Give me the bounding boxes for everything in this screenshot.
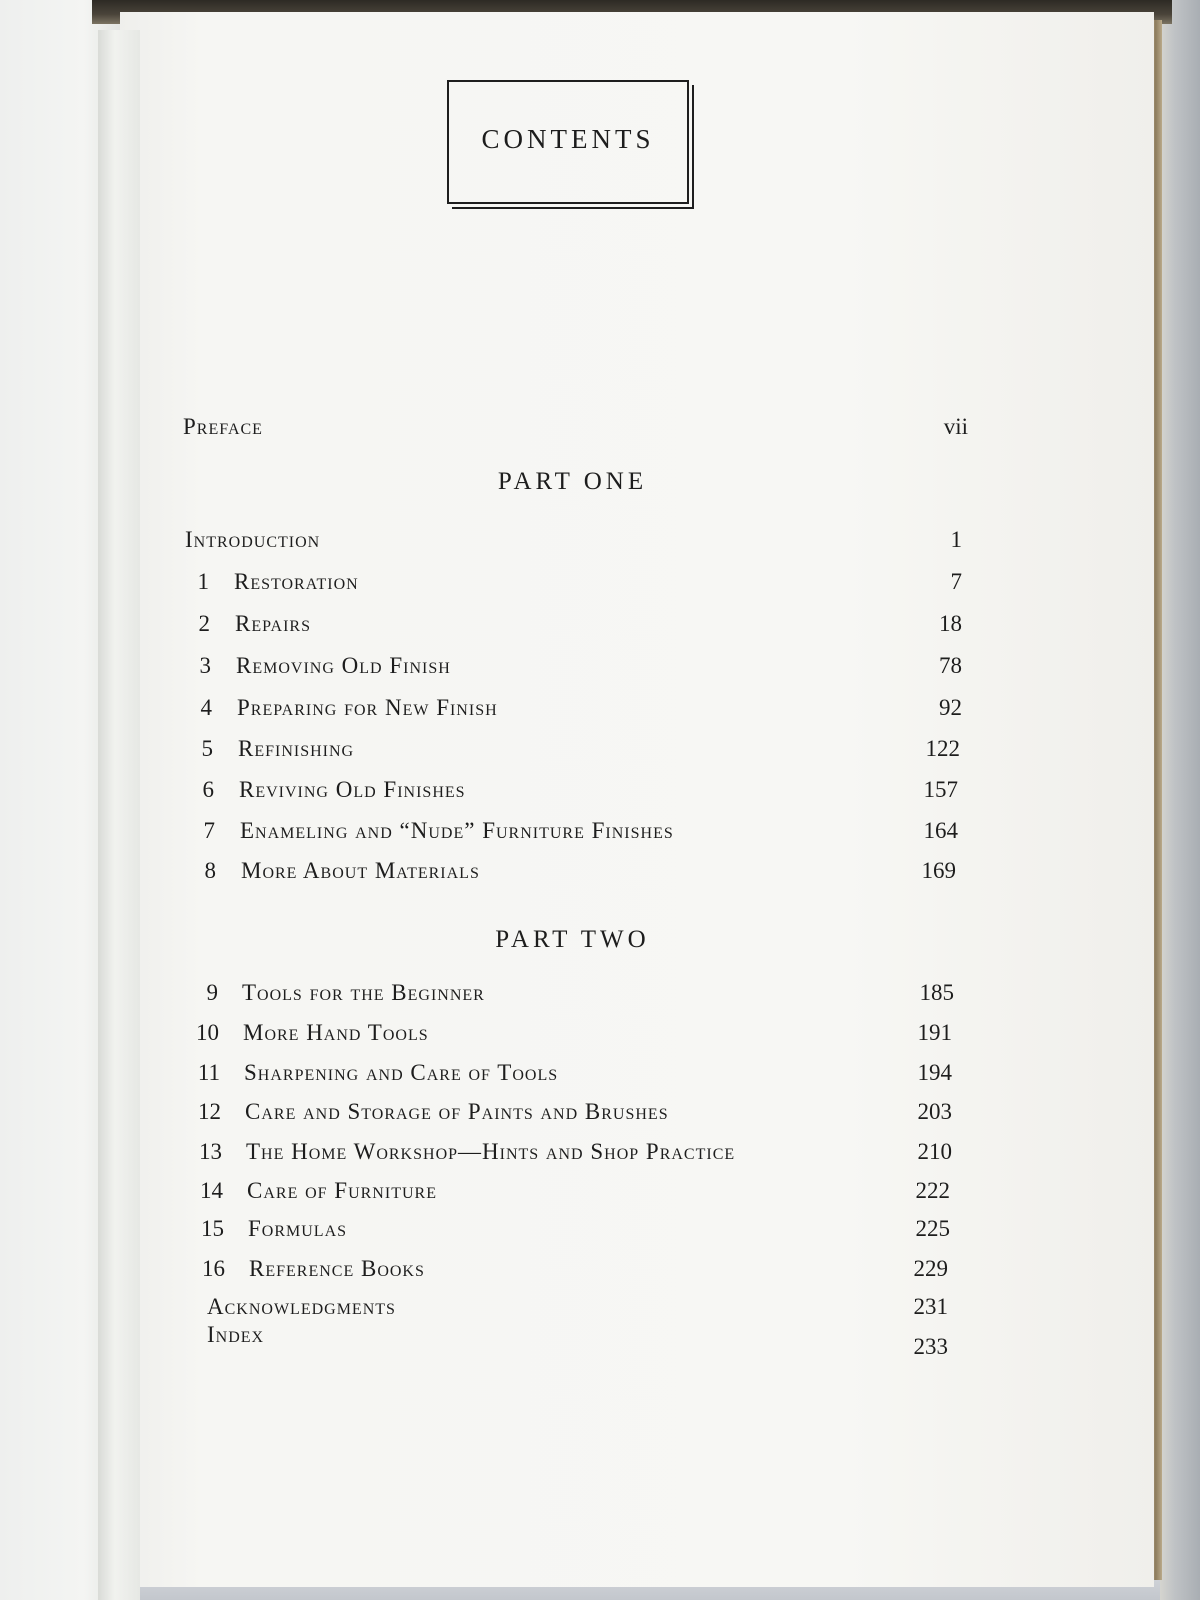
toc-entry-label: Introduction [185, 527, 321, 552]
chapter-number: 7 [203, 818, 215, 843]
chapter-page: 7 [950, 569, 962, 594]
chapter-number: 10 [196, 1020, 219, 1045]
chapter-page: 92 [939, 695, 962, 720]
chapter-title: More About Materials [241, 858, 480, 883]
chapter-page: 229 [913, 1256, 948, 1281]
chapter-page: 191 [917, 1020, 952, 1045]
title-frame [447, 80, 689, 204]
toc-entry-label: Preface [183, 414, 263, 439]
toc-entry-chapter [0, 1216, 1200, 1250]
chapter-title: Refinishing [238, 736, 355, 761]
chapter-title: The Home Workshop—Hints and Shop Practice [246, 1139, 736, 1164]
chapter-title: Formulas [248, 1216, 348, 1241]
toc-entry-chapter [0, 736, 1200, 770]
chapter-page: 157 [923, 777, 958, 802]
toc-entry-chapter [0, 777, 1200, 811]
chapter-title: Preparing for New Finish [237, 695, 498, 720]
chapter-number: 4 [200, 695, 212, 720]
chapter-title: More Hand Tools [243, 1020, 429, 1045]
chapter-number: 6 [202, 777, 214, 802]
chapter-page: 169 [921, 858, 956, 883]
chapter-number: 2 [198, 611, 210, 636]
chapter-title: Removing Old Finish [236, 653, 451, 678]
chapter-number: 3 [199, 653, 211, 678]
chapter-title: Enameling and “Nude” Furniture Finishes [240, 818, 674, 843]
toc-entry-chapter [0, 569, 1200, 603]
toc-entry-chapter [0, 980, 1200, 1014]
chapter-number: 1 [197, 569, 209, 594]
chapter-title: Reference Books [249, 1256, 425, 1281]
chapter-page: 203 [917, 1099, 952, 1124]
chapter-number: 16 [202, 1256, 225, 1281]
book-gutter [98, 30, 140, 1600]
chapter-title: Restoration [234, 569, 359, 594]
part-one-heading: PART ONE [497, 468, 648, 495]
chapter-page: 78 [939, 653, 962, 678]
chapter-page: 18 [939, 611, 962, 636]
toc-entry-page: 1 [950, 527, 962, 552]
toc-entry-page: vii [943, 414, 968, 439]
toc-entry-preface [0, 414, 1200, 448]
toc-entry-chapter [0, 858, 1200, 892]
chapter-number: 12 [198, 1099, 221, 1124]
toc-entry-chapter [0, 695, 1200, 729]
toc-entry-introduction [0, 527, 1200, 561]
chapter-page: 122 [925, 736, 960, 761]
toc-entry-chapter [0, 1178, 1200, 1212]
chapter-number: 8 [204, 858, 216, 883]
toc-entry-chapter [0, 1256, 1200, 1290]
chapter-number: 11 [197, 1060, 220, 1085]
toc-entry-page: 231 [913, 1294, 948, 1319]
toc-entry-chapter [0, 1060, 1200, 1094]
toc-entry-index [0, 1322, 1200, 1359]
chapter-page: 210 [917, 1139, 952, 1164]
chapter-number: 9 [206, 980, 218, 1005]
part-two-heading: PART TWO [495, 926, 650, 953]
chapter-title: Tools for the Beginner [242, 980, 485, 1005]
chapter-number: 5 [201, 736, 213, 761]
toc-entry-chapter [0, 1020, 1200, 1054]
chapter-page: 185 [919, 980, 954, 1005]
page-title: CONTENTS [481, 123, 655, 154]
chapter-title: Reviving Old Finishes [239, 777, 466, 802]
chapter-title: Care of Furniture [247, 1178, 437, 1203]
chapter-number: 15 [201, 1216, 224, 1241]
toc-entry-chapter [0, 611, 1200, 645]
chapter-title: Sharpening and Care of Tools [244, 1060, 559, 1085]
chapter-number: 14 [200, 1178, 223, 1203]
toc-entry-chapter [0, 818, 1200, 852]
toc-entry-chapter [0, 1099, 1200, 1133]
chapter-page: 222 [915, 1178, 950, 1203]
chapter-title: Repairs [235, 611, 311, 636]
toc-entry-chapter [0, 653, 1200, 687]
toc-entry-label: Index [207, 1322, 265, 1347]
chapter-page: 194 [917, 1060, 952, 1085]
chapter-page: 225 [915, 1216, 950, 1241]
toc-entry-chapter [0, 1139, 1200, 1173]
toc-entry-page: 233 [913, 1334, 948, 1359]
chapter-page: 164 [923, 818, 958, 843]
chapter-title: Care and Storage of Paints and Brushes [245, 1099, 669, 1124]
chapter-number: 13 [199, 1139, 222, 1164]
toc-entry-label: Acknowledgments [207, 1294, 396, 1319]
